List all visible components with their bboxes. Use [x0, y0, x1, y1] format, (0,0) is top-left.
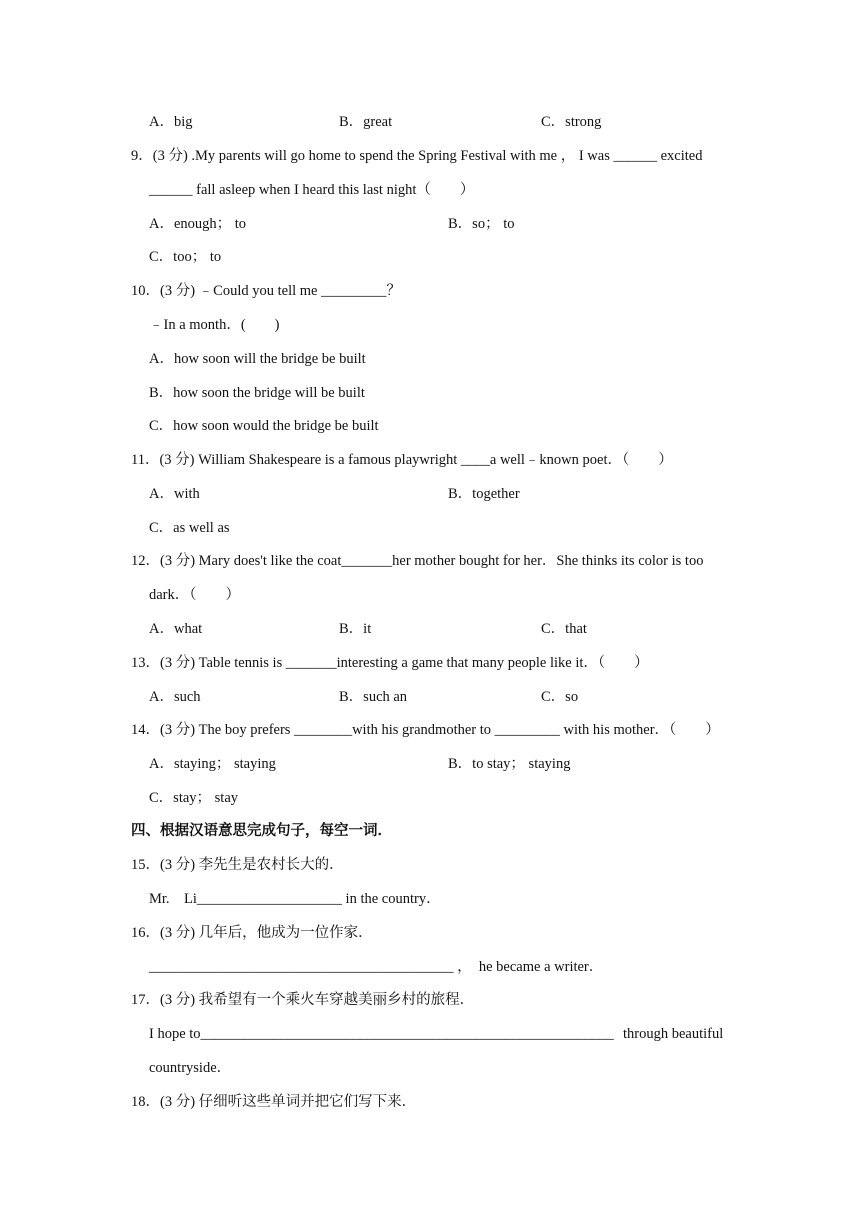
q16-answer-line: __________________________________________ ， he became a writer． — [149, 959, 604, 975]
section-4-heading: 四、根据汉语意思完成句子，每空一词． — [131, 823, 392, 839]
q18-stem: 18．(3 分) 仔细听这些单词并把它们写下来． — [131, 1094, 417, 1110]
q15-answer-line: Mr. Li____________________ in the country． — [149, 891, 441, 907]
q11-option-a: A．with — [149, 486, 200, 502]
q13-option-c: C．so — [541, 689, 579, 705]
q10-option-b: B．how soon the bridge will be built — [149, 385, 365, 401]
q12-option-b: B．it — [339, 621, 372, 637]
q11-option-c: C．as well as — [149, 520, 230, 536]
q11-option-b: B．together — [448, 486, 520, 502]
q14-option-b: B．to stay； staying — [448, 756, 571, 772]
q12-option-c: C．that — [541, 621, 587, 637]
q12-option-a: A．what — [149, 621, 203, 637]
q9-option-c: C．too； to — [149, 249, 222, 265]
q13-option-a: A．such — [149, 689, 201, 705]
q16-stem: 16．(3 分) 几年后，他成为一位作家． — [131, 925, 373, 941]
q10-stem-line2: ﹣In a month．( ) — [149, 317, 280, 333]
q14-option-a: A．staying； staying — [149, 756, 276, 772]
q8-option-b: B．great — [339, 114, 393, 130]
q13-stem: 13．(3 分) Table tennis is _______interesting a game that many people like it．（ ） — [131, 655, 649, 671]
q14-stem: 14．(3 分) The boy prefers ________with his grandmother to _________ with his mother．（ ） — [131, 722, 720, 738]
q17-answer-line: I hope to_________________________________________________________ — [149, 1026, 614, 1042]
q8-option-c: C．strong — [541, 114, 602, 130]
q14-option-c: C．stay； stay — [149, 790, 239, 806]
q10-stem-line1: 10．(3 分) ﹣Could you tell me _________？ — [131, 283, 401, 299]
q17-answer-line-end: through beautiful — [623, 1026, 724, 1042]
q9-option-b: B．so； to — [448, 216, 515, 232]
q12-stem-line2: dark．（ ） — [149, 587, 241, 603]
q9-option-a: A．enough； to — [149, 216, 247, 232]
q17-stem: 17．(3 分) 我希望有一个乘火车穿越美丽乡村的旅程． — [131, 992, 475, 1008]
q13-option-b: B．such an — [339, 689, 408, 705]
q11-stem: 11．(3 分) William Shakespeare is a famous playwright ____a well﹣known poet．（ ） — [131, 452, 673, 468]
q9-stem-line2: ______ fall asleep when I heard this last night（ ） — [149, 182, 475, 198]
q10-option-a: A．how soon will the bridge be built — [149, 351, 366, 367]
q9-stem-line1: 9．(3 分) .My parents will go home to spend the Spring Festival with me ， I was ______ excited — [131, 148, 703, 164]
q17-answer-line-2: countryside． — [149, 1060, 232, 1076]
q10-option-c: C．how soon would the bridge be built — [149, 418, 379, 434]
q15-stem: 15．(3 分) 李先生是农村长大的． — [131, 857, 344, 873]
q8-option-a: A．big — [149, 114, 193, 130]
q12-stem-line1: 12．(3 分) Mary does't like the coat_______her mother bought for her．She thinks its color is too — [131, 553, 704, 569]
